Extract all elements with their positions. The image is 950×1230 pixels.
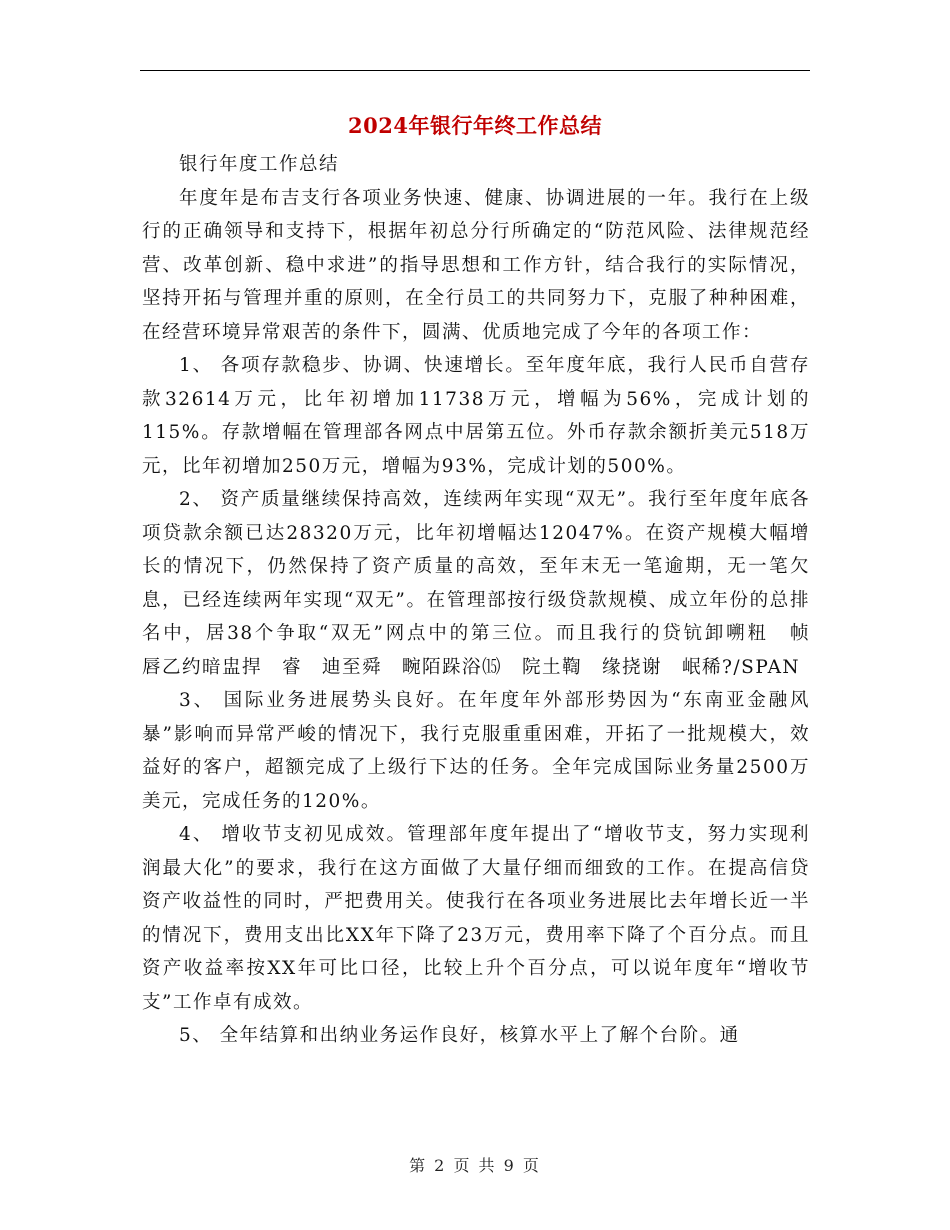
paragraph-intro: 年度年是布吉支行各项业务快速、健康、协调进展的一年。我行在上级行的正确领导和支持下，根据年初总分行所确定的“防范风险、法律规范经营、改革创新、稳中求进”的指导思想和工作方针，结合我行的实际情况，坚持开拓与管理并重的原则，在全行员工的共同努力下，克服了种种困难，在经营环境异常艰苦的条件下，圆满、优质地完成了今年的各项工作： — [142, 187, 810, 343]
document-body — [142, 148, 831, 1053]
paragraph-item-4: 4、 增收节支初见成效。管理部年度年提出了“增收节支，努力实现利润最大化”的要求，我行在这方面做了大量仔细而细致的工作。在提高信贷资产收益性的同时，严把费用关。使我行在各项业务进展比去年增长近一半的情况下，费用支出比XX年下降了23万元，费用率下降了个百分点。而且资产收益率按XX年可比口径，比较上升个百分点，可以说年度年“增收节支”工作卓有成效。 — [142, 824, 810, 1013]
document-subtitle: 银行年度工作总结 — [179, 154, 340, 175]
paragraph-item-3: 3、 国际业务进展势头良好。在年度年外部形势因为“东南亚金融风暴”影响而异常严峻的情况下，我行克服重重困难，开拓了一批规模大，效益好的客户，超额完成了上级行下达的任务。全年完成国际业务量2500万美元，完成任务的120%。 — [142, 690, 810, 812]
header-rule — [140, 70, 810, 71]
paragraph-item-2: 2、 资产质量继续保持高效，连续两年实现“双无”。我行至年度年底各项贷款余额已达28320万元，比年初增幅达12047%。在资产规模大幅增长的情况下，仍然保持了资产质量的高效，至年末无一笔逾期，无一笔欠息，已经连续两年实现“双无”。在管理部按行级贷款规模、成立年份的总排名中，居38个争取“双无”网点中的第三位。而且我行的贷钪卸嗍粈 帧 唇乙约暗盅捍 睿 迪至舜 畹陌跺浴⒂ 院土鞫 缘挠谢 岷稀?/SPAN — [142, 489, 831, 678]
page-number-footer: 第 2 页 共 9 页 — [409, 1156, 541, 1175]
document-title: 2024年银行年终工作总结 — [348, 113, 602, 138]
paragraph-item-1: 1、 各项存款稳步、协调、快速增长。至年度年底，我行人民币自营存款32614万元，比年初增加11738万元，增幅为56%，完成计划的115%。存款增幅在管理部各网点中居第五位。外币存款余额折美元518万元，比年初增加250万元，增幅为93%，完成计划的500%。 — [142, 355, 810, 477]
paragraph-item-5: 5、 全年结算和出纳业务运作良好，核算水平上了解个台阶。通 — [179, 1025, 740, 1046]
